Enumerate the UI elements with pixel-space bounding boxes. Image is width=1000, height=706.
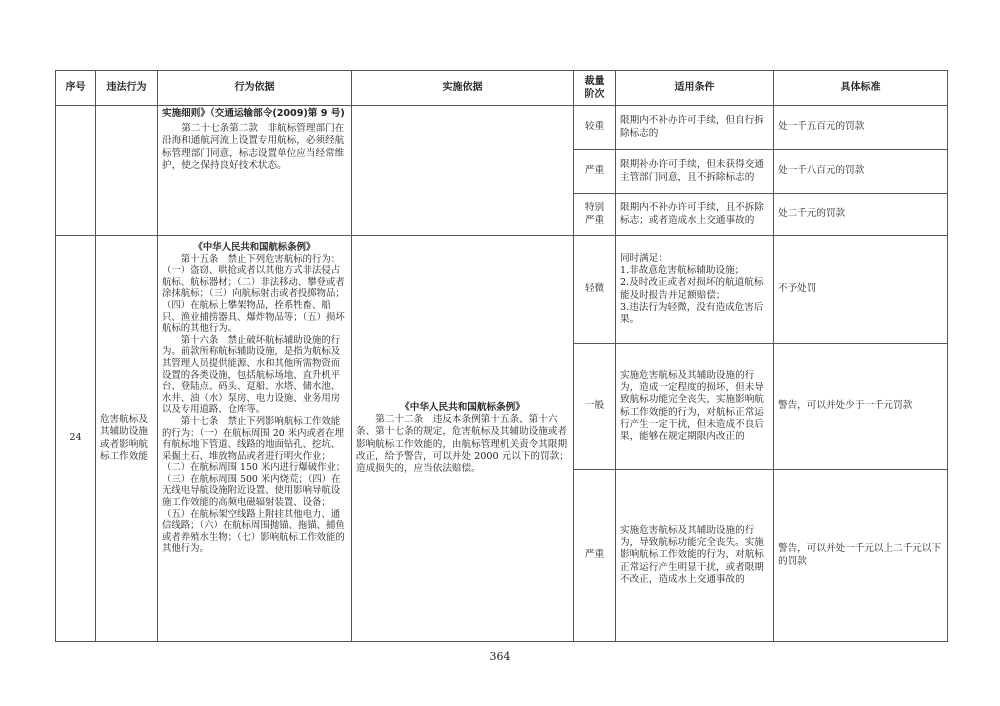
condition-cell: 限期补办许可手续，但未获得交通主管部门同意，且不拆除标志的 (616, 150, 774, 194)
standard-cell: 处二千元的罚款 (774, 194, 948, 236)
header-seq: 序号 (56, 71, 96, 106)
basis-paragraph: 第十七条 禁止下列影响航标工作效能的行为：（一）在航标周围 20 米内或者在埋有航标地下管道、线路的地面钻孔、挖坑、采掘土石、堆放物品或者进行明火作业；（二）在航标周围 150 米内进行爆破作业；（三）在航标周围 500 米内烧荒；（四）在无线电导航设施附近设置、使用影响导航设施工作效能的高频电磁辐射装置、设备；（五）在航标架空线路上附挂其他电力、通信线路；（六）在航标周围抛锚、拖锚、捕鱼或者养殖水生物；（七）影响航标工作效能的其他行为。 (162, 415, 346, 555)
header-condition: 适用条件 (616, 71, 774, 106)
basis-paragraph: 第十六条 禁止破坏航标辅助设施的行为。前款所称航标辅助设施，是指为航标及其管理人员提供能源、水和其他所需物资而设置的各类设施，包括航标场地、直升机平台、登陆点、码头、趸船、水塔、储水池、水井、油（水）泵房、电力设施、业务用房以及专用道路、仓库等。 (162, 334, 341, 416)
page-number: 364 (489, 650, 511, 663)
basis-paragraph: 第十五条 禁止下列危害航标的行为：（一）盗窃、哄抢或者以其他方式非法侵占航标、航标器材；（二）非法移动、攀登或者涂抹航标；（三）向航标射击或者投掷物品；（四）在航标上攀架物品，拴系牲畜、船只、渔业捕捞器具、爆炸物品等；（五）损坏航标的其他行为。 (162, 253, 345, 335)
table-row (56, 236, 948, 344)
seq-cell-empty (56, 106, 96, 236)
basis-paragraph: 第二十七条第二款 非航标管理部门在沿海和通航河流上设置专用航标，必须经航标管理部门同意，标志设置单位应当经常维护，使之保持良好技术状态。 (162, 123, 345, 171)
header-impl-basis: 实施依据 (352, 71, 574, 106)
level-cell: 轻微 (574, 236, 616, 344)
header-standard: 具体标准 (774, 71, 948, 106)
standard-cell: 警告，可以并处少于一千元罚款 (774, 344, 948, 470)
level-cell: 一般 (574, 344, 616, 470)
condition-cell: 同时满足： 1.非故意危害航标辅助设施； 2.及时改正或者对损坏的航道航标能及时报告并足额赔偿； 3.违法行为轻微，没有造成危害后果。 (616, 236, 774, 344)
standard-cell: 不予处罚 (774, 236, 948, 344)
standard-cell: 处一千八百元的罚款 (774, 150, 948, 194)
standard-cell: 处一千五百元的罚款 (774, 106, 948, 150)
header-row (56, 71, 948, 106)
basis-title: 《中华人民共和国航标条例》 (193, 242, 316, 253)
basis-cell-continued (158, 106, 352, 236)
impl-title: 《中华人民共和国航标条例》 (400, 401, 525, 413)
level-cell: 较重 (574, 106, 616, 150)
impl-cell-empty (352, 106, 574, 236)
violation-cell: 危害航标及其辅助设施或者影响航标工作效能 (96, 236, 158, 642)
impl-basis-cell (352, 236, 574, 642)
level-cell: 特别 严重 (574, 194, 616, 236)
basis-title: 实施细则》（交通运输部令(2009)第 9 号) (162, 108, 345, 119)
header-level: 裁量 阶次 (574, 71, 616, 106)
level-cell: 严重 (574, 470, 616, 642)
header-basis: 行为依据 (158, 71, 352, 106)
condition-cell: 实施危害航标及其辅助设施的行为，造成一定程度的损坏，但未导致航标功能完全丧失，实施影响航标工作效能的行为，对航标正常运行产生一定干扰，但未造成不良后果，能够在规定期限内改正的 (616, 344, 774, 470)
basis-cell (158, 236, 352, 642)
header-violation: 违法行为 (96, 71, 158, 106)
condition-cell: 实施危害航标及其辅助设施的行为，导致航标功能完全丧失。实施影响航标工作效能的行为，对航标正常运行产生明显干扰，或者限期不改正，造成水上交通事故的 (616, 470, 774, 642)
seq-cell: 24 (56, 236, 96, 642)
violation-cell-empty (96, 106, 158, 236)
impl-paragraph: 第二十二条 违反本条例第十五条、第十六条、第十七条的规定，危害航标及其辅助设施或者影响航标工作效能的，由航标管理机关责令其限期改正，给予警告，可以并处 2000 元以下的罚款；造成损失的，应当依法赔偿。 (356, 414, 569, 474)
penalty-table (55, 70, 948, 642)
condition-cell: 限期内不补办许可手续，但自行拆除标志的 (616, 106, 774, 150)
level-cell: 严重 (574, 150, 616, 194)
condition-cell: 限期内不补办许可手续，且不拆除标志；或者造成水上交通事故的 (616, 194, 774, 236)
standard-cell: 警告，可以并处一千元以上二千元以下的罚款 (774, 470, 948, 642)
table-row (56, 106, 948, 150)
